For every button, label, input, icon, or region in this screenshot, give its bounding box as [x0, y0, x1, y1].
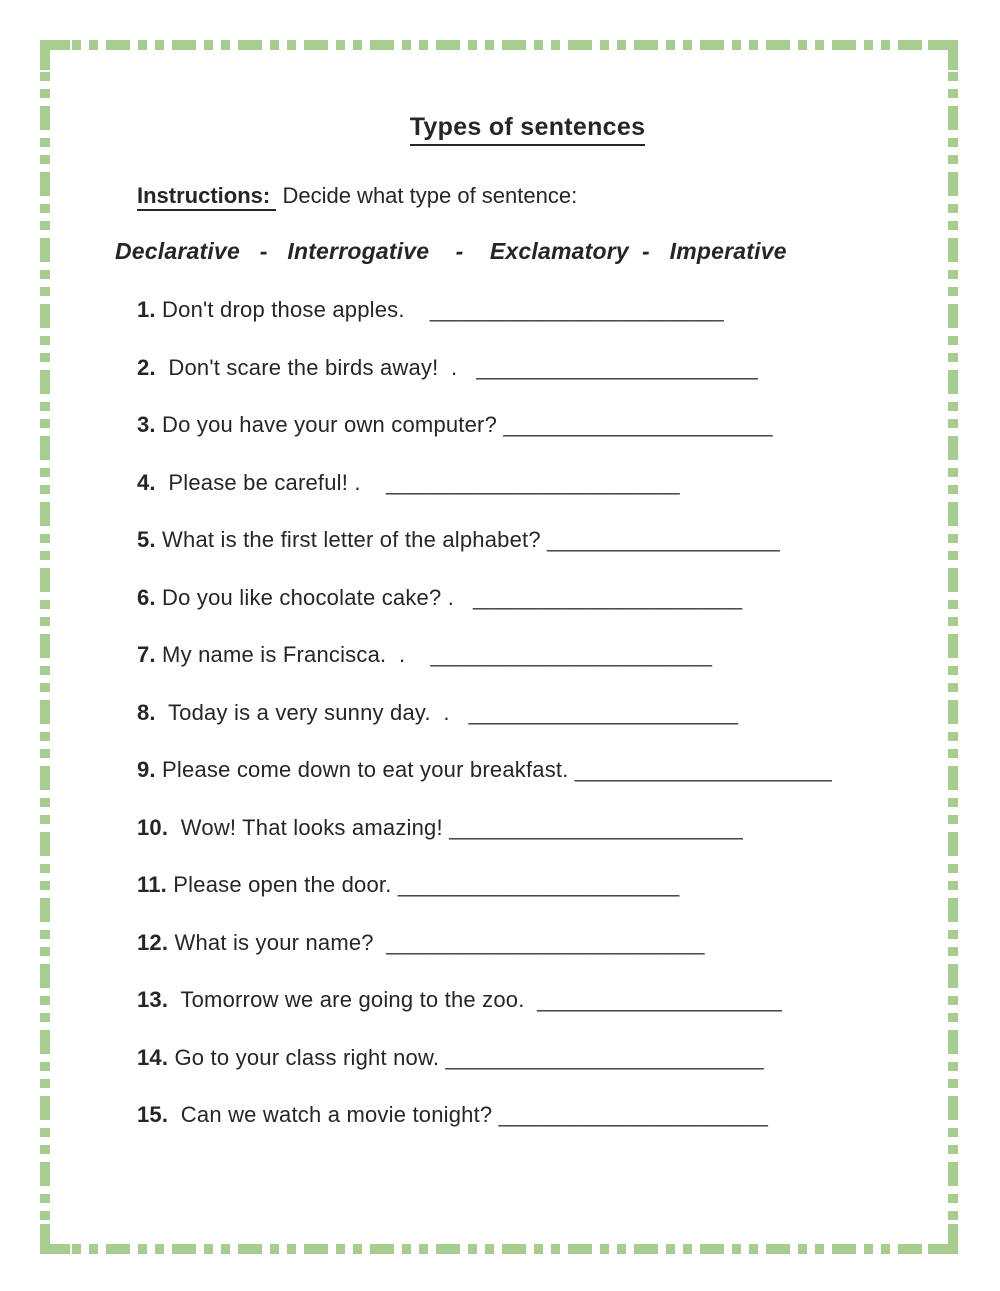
- item-sentence: Today is a very sunny day. .: [155, 699, 469, 725]
- worksheet-item-13: [137, 987, 918, 1013]
- answer-blank[interactable]: ______________________: [498, 1102, 768, 1127]
- item-number: 9.: [137, 757, 156, 782]
- worksheet-item-3: [137, 412, 918, 438]
- answer-blank[interactable]: ______________________: [503, 412, 773, 437]
- page-title: [137, 112, 918, 146]
- worksheet-item-1: [137, 297, 918, 323]
- answer-blank[interactable]: _______________________: [397, 872, 680, 897]
- item-sentence: Please be careful! .: [155, 469, 386, 495]
- item-sentence: Don't drop those apples.: [155, 297, 430, 322]
- worksheet-content: [40, 40, 958, 1254]
- answer-blank[interactable]: _______________________: [430, 642, 712, 667]
- item-number: 12.: [137, 929, 169, 955]
- worksheet-item-7: [137, 642, 918, 668]
- answer-blank[interactable]: _______________________: [476, 354, 758, 380]
- item-number: 6.: [137, 584, 156, 610]
- answer-blank[interactable]: __________________________: [386, 929, 705, 955]
- answer-blank[interactable]: _____________________: [574, 757, 832, 782]
- worksheet-item-2: [137, 355, 918, 381]
- item-number: 13.: [137, 987, 169, 1012]
- item-number: 4.: [137, 469, 156, 495]
- item-sentence: Can we watch a movie tonight?: [168, 1102, 499, 1127]
- item-number: 7.: [137, 642, 156, 667]
- item-number: 8.: [137, 699, 156, 725]
- item-number: 15.: [137, 1102, 169, 1127]
- answer-blank[interactable]: __________________________: [445, 1044, 764, 1070]
- item-sentence: Wow! That looks amazing!: [168, 814, 450, 840]
- item-sentence: What is the first letter of the alphabet?: [155, 527, 548, 552]
- item-sentence: Do you have your own computer?: [155, 412, 504, 437]
- sentence-type-options: Declarative - Interrogative - Exclamatory - Imperative: [115, 238, 787, 264]
- worksheet-item-6: [137, 585, 918, 611]
- item-sentence: Do you like chocolate cake? .: [155, 584, 473, 610]
- item-number: 3.: [137, 412, 156, 437]
- worksheet-item-12: [137, 930, 918, 956]
- answer-blank[interactable]: ________________________: [429, 297, 724, 322]
- worksheet-item-14: [137, 1045, 918, 1071]
- sentence-list: [137, 297, 918, 1128]
- answer-blank[interactable]: ________________________: [385, 469, 680, 495]
- worksheet-item-9: [137, 757, 918, 783]
- item-sentence: What is your name?: [168, 929, 387, 955]
- item-sentence: Go to your class right now.: [168, 1044, 446, 1070]
- instructions-line: [137, 182, 918, 210]
- item-number: 5.: [137, 527, 156, 552]
- item-sentence: Please open the door.: [166, 872, 398, 897]
- item-number: 2.: [137, 354, 156, 380]
- worksheet-item-10: [137, 815, 918, 841]
- answer-blank[interactable]: ____________________: [537, 987, 782, 1012]
- item-number: 14.: [137, 1044, 169, 1070]
- answer-blank[interactable]: ________________________: [449, 814, 743, 840]
- item-number: 1.: [137, 297, 156, 322]
- item-sentence: My name is Francisca. .: [155, 642, 431, 667]
- instructions-text: Decide what type of sentence:: [276, 183, 578, 208]
- worksheet-item-5: [137, 527, 918, 553]
- item-sentence: Please come down to eat your breakfast.: [155, 757, 575, 782]
- page-title-text: Types of sentences: [410, 112, 646, 146]
- instructions-label: Instructions:: [137, 183, 276, 211]
- answer-blank[interactable]: ___________________: [547, 527, 780, 552]
- worksheet-item-15: [137, 1102, 918, 1128]
- answer-blank[interactable]: ______________________: [472, 584, 743, 610]
- item-sentence: Don't scare the birds away! .: [155, 354, 477, 380]
- answer-blank[interactable]: ______________________: [468, 699, 738, 725]
- item-number: 10.: [137, 814, 169, 840]
- worksheet-item-4: [137, 470, 918, 496]
- item-sentence: Tomorrow we are going to the zoo.: [168, 987, 538, 1012]
- worksheet-item-11: [137, 872, 918, 898]
- worksheet-item-8: [137, 700, 918, 726]
- item-number: 11.: [137, 872, 167, 897]
